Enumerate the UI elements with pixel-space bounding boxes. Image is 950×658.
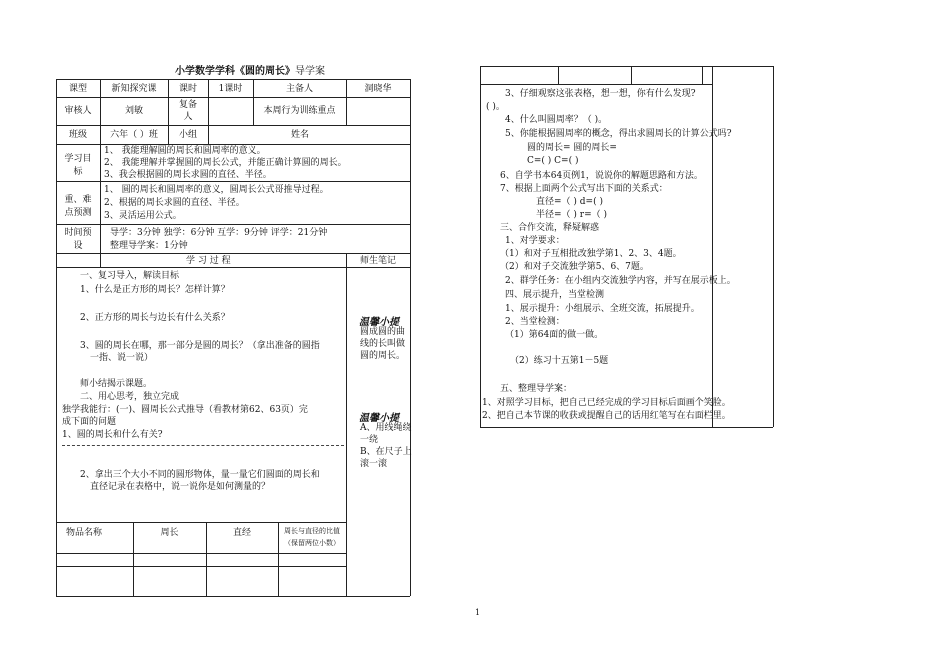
tip-2-line-2: 一绕 (360, 435, 379, 445)
page-title (175, 66, 325, 78)
tip-title-2: 温馨小提 (359, 413, 399, 424)
table-header-ratio-note: （保留两位小数） (284, 539, 340, 547)
summary-item-1: 1、对照学习目标，把自己已经完成的学习目标后面画个笑脸。 (482, 398, 731, 408)
summary-item-2: 2、把自己本节课的收获或提醒自己的话用红笔写在右面栏里。 (482, 411, 731, 421)
keypoint-2: 2、根据的周长求圆的直径、半径。 (104, 198, 245, 208)
test-item-2: （2）练习十五第1－5题 (510, 356, 609, 366)
presentation-task: 1、展示提升：小组展示、全班交流，拓展提升。 (505, 304, 700, 314)
test-item-1: （1）第64面的做一做。 (505, 330, 604, 340)
measure-task-cont: 直径记录在表格中，说一说你是如何测量的？ (90, 482, 271, 492)
teacher-summary: 师小结揭示课题。 (80, 379, 153, 389)
header-label-reviewer: 审核人 (64, 106, 92, 116)
process-header: 学 习 过 程 (186, 256, 231, 266)
time-label-b: 设 (73, 241, 83, 251)
page-title-main: 小学数学学科《圆的周长》 (175, 66, 295, 77)
table-header-diameter: 直经 (232, 528, 251, 538)
notes-header: 师生笔记 (359, 256, 396, 266)
group-task: 2、群学任务：在小组内交流独学内容，并写在展示板上。 (505, 276, 736, 286)
pair-requirement: 1、对学要求： (505, 236, 565, 246)
pair-task-1: （1）和对子互相批改独学第1、2、3、4题。 (500, 249, 682, 259)
tip-1-line-2: 线的长叫做 (360, 339, 406, 349)
time-line-1: 导学：3分钟 独学：6分钟 互学：9分钟 评学：21分钟 (110, 228, 328, 238)
answer-observe-table: ( )。 (486, 102, 505, 112)
header-label-name: 姓名 (291, 130, 310, 140)
measure-task: 2、拿出三个大小不同的圆形物体，量一量它们圆面的周长和 (80, 470, 320, 480)
time-line-2: 整理导学案：1分钟 (110, 241, 188, 251)
table-header-ratio: 周长与直径的比值 (284, 527, 340, 535)
classroom-test: 2、当堂检测： (505, 317, 565, 327)
tip-title-1: 温馨小提 (359, 317, 399, 328)
table-header-circumference: 周长 (160, 528, 179, 538)
keypoints-label-b: 点预测 (64, 208, 92, 218)
presentation-heading: 四、展示提升，当堂检测 (505, 290, 605, 300)
header-lesson-type: 新知探究课 (111, 84, 157, 94)
header-reviewer: 刘敏 (124, 106, 143, 116)
objectives-label-b: 标 (73, 167, 83, 177)
header-preparer: 洞晓华 (364, 84, 392, 94)
tip-2-line-3: B、在尺子上 (360, 447, 412, 457)
formula-circumference: C=( ) C=( ) (527, 156, 579, 166)
question-circle-perimeter: 3、圆的周长在哪，那一部分是圆的周长？（拿出准备的圆指 (80, 341, 320, 351)
header-period: 1课时 (218, 84, 243, 94)
keypoint-1: 1、 圆的周长和圆周率的意义，圆周长公式哥推导过程。 (104, 185, 329, 195)
question-circle-perimeter-cont: 一指、说一说） (90, 353, 154, 363)
self-study-example: 6、自学书本64页例1，说说你的解题思路和方法。 (500, 171, 703, 181)
tip-2-line-4: 滚一滚 (360, 459, 388, 469)
header-label-behavior-focus: 本周行为训练重点 (263, 106, 336, 116)
header-label-co-preparer-b: 人 (183, 112, 193, 122)
header-label-period: 课时 (178, 84, 197, 94)
question-square-perimeter: 1、什么是正方形的周长？怎样计算？ (80, 285, 230, 295)
question-related: 1、圆的周长和什么有关? (62, 430, 163, 440)
question-formula: 5、你能根据圆周率的概念，得出求圆周长的计算公式吗? (505, 129, 732, 139)
keypoint-3: 3、灵活运用公式。 (104, 211, 182, 221)
objectives-label-a: 学习目 (64, 154, 92, 164)
header-label-class: 班级 (68, 130, 87, 140)
header-label-preparer: 主备人 (285, 84, 313, 94)
question-pi: 4、什么叫圆周率？（ )。 (505, 115, 608, 125)
objective-3: 3、我会根据圆的周长求圆的直径、半径。 (104, 170, 272, 180)
header-label-group: 小组 (178, 130, 197, 140)
relation-diameter: 直径=（ ) d=( ) (536, 197, 603, 207)
review-heading: 一、复习导入，解读目标 (80, 271, 180, 281)
time-label-a: 时间预 (64, 228, 92, 238)
tip-1-line-3: 圆的周长。 (360, 351, 406, 361)
independent-heading: 二、用心思考，独立完成 (80, 392, 180, 402)
page-title-suffix: 导学案 (295, 66, 325, 77)
table-header-object: 物品名称 (66, 528, 103, 538)
keypoints-label-a: 重、难 (64, 195, 92, 205)
header-label-co-preparer-a: 复备 (178, 100, 197, 110)
header-label-lesson-type: 课型 (68, 84, 87, 94)
page-number: 1 (475, 608, 481, 617)
formula-circumference-label: 圆的周长= 圆的周长= (527, 143, 617, 153)
header-class: 六年（ ）班 (110, 130, 158, 140)
pair-task-2: （2）和对子交流独学第5、6、7题。 (500, 262, 649, 272)
formula-derivation-cont: 成下面的问题 (62, 417, 117, 427)
question-relations: 7、根据上面两个公式写出下面的关系式： (500, 184, 668, 194)
tip-2-line-1: A、用线绳绕 (360, 423, 412, 433)
formula-derivation: 独学我能行：(一)、圆周长公式推导（看教材第62、63页）完 (62, 405, 308, 415)
question-observe-table: 3、仔细观察这张表格，想一想，你有什么发现? (505, 89, 696, 99)
question-square-side: 2、正方形的周长与边长有什么关系？ (80, 313, 230, 323)
relation-radius: 半径=（ ) r=（ ) (536, 210, 607, 220)
tip-1-line-1: 圆成圆的曲 (360, 327, 406, 337)
answer-dashed-line (62, 445, 344, 446)
cooperation-heading: 三、合作交流，释疑解惑 (500, 223, 600, 233)
objective-2: 2、 我能理解并掌握圆的周长公式，并能正确计算圆的周长。 (104, 158, 347, 168)
objective-1: 1、 我能理解圆的周长和圆周率的意义。 (104, 146, 266, 156)
summary-heading: 五、整理导学案： (500, 384, 573, 394)
